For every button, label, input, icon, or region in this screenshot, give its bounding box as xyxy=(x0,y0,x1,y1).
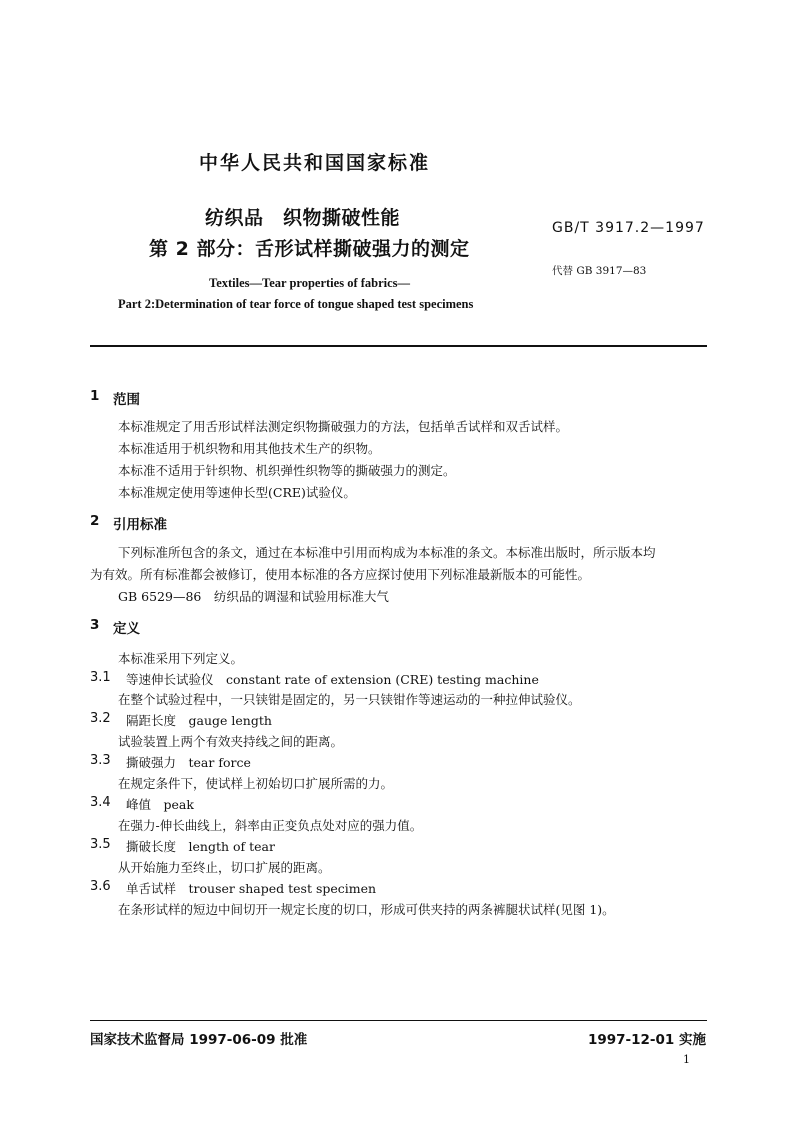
implementation-date: 1997-12-01 实施 xyxy=(587,1032,706,1048)
def-3-2-number: 3.2 xyxy=(90,711,111,726)
s2-para-line1: 下列标准所包含的条文，通过在本标准中引用而构成为本标准的条文。本标准出版时，所示版本均 xyxy=(118,545,656,560)
def-3-4-number: 3.4 xyxy=(90,795,111,810)
page-number: 1 xyxy=(683,1053,690,1066)
def-3-1-number: 3.1 xyxy=(90,670,111,685)
def-3-6-term: 单舌试样 trouser shaped test specimen xyxy=(126,881,377,896)
def-3-4-term: 峰值 peak xyxy=(126,797,194,812)
def-3-2-desc: 试验装置上两个有效夹持线之间的距离。 xyxy=(118,734,344,749)
s2-reference: GB 6529—86 纺织品的调湿和试验用标准大气 xyxy=(118,589,389,604)
english-title-line2: Part 2:Determination of tear force of tongue shaped test specimens xyxy=(118,297,474,311)
def-3-1-desc: 在整个试验过程中，一只铗钳是固定的，另一只铗钳作等速运动的一种拉伸试验仪。 xyxy=(118,692,581,707)
s1-para-2: 本标准适用于机织物和用其他技术生产的织物。 xyxy=(118,441,381,456)
s1-para-3: 本标准不适用于针织物、机织弹性织物等的撕破强力的测定。 xyxy=(118,463,456,478)
def-3-2-term: 隔距长度 gauge length xyxy=(126,713,272,728)
section-1-title: 范围 xyxy=(113,392,140,408)
def-3-5-number: 3.5 xyxy=(90,837,111,852)
def-3-3-number: 3.3 xyxy=(90,753,111,768)
section-3-title: 定义 xyxy=(113,621,140,637)
approval-date: 国家技术监督局 1997-06-09 批准 xyxy=(90,1032,308,1048)
s1-para-4: 本标准规定使用等速伸长型(CRE)试验仪。 xyxy=(118,485,356,500)
replaces-note: 代替 GB 3917—83 xyxy=(552,265,647,277)
section-2-title: 引用标准 xyxy=(113,517,167,533)
def-3-3-term: 撕破强力 tear force xyxy=(126,755,251,770)
def-3-6-number: 3.6 xyxy=(90,879,111,894)
document-title-line1: 纺织品 织物撕破性能 xyxy=(205,207,401,229)
country-standard-heading: 中华人民共和国国家标准 xyxy=(199,152,431,174)
def-3-5-desc: 从开始施力至终止，切口扩展的距离。 xyxy=(118,860,331,875)
section-2-number: 2 xyxy=(90,513,100,529)
s1-para-1: 本标准规定了用舌形试样法测定织物撕破强力的方法，包括单舌试样和双舌试样。 xyxy=(118,419,569,434)
s3-intro: 本标准采用下列定义。 xyxy=(118,651,244,666)
def-3-4-desc: 在强力-伸长曲线上，斜率由正变负点处对应的强力值。 xyxy=(118,818,423,833)
english-title-line1: Textiles—Tear properties of fabrics— xyxy=(209,276,411,290)
header-rule xyxy=(90,345,707,347)
footer-rule xyxy=(90,1020,707,1021)
section-3-number: 3 xyxy=(90,617,100,633)
def-3-1-term: 等速伸长试验仪 constant rate of extension (CRE) testing machine xyxy=(126,672,539,687)
standard-number: GB/T 3917.2—1997 xyxy=(552,220,705,236)
document-title-line2: 第 2 部分：舌形试样撕破强力的测定 xyxy=(149,238,470,260)
def-3-5-term: 撕破长度 length of tear xyxy=(126,839,275,854)
section-1-number: 1 xyxy=(90,388,100,404)
def-3-3-desc: 在规定条件下，使试样上初始切口扩展所需的力。 xyxy=(118,776,394,791)
def-3-6-desc: 在条形试样的短边中间切开一规定长度的切口，形成可供夹持的两条裤腿状试样(见图 1)。 xyxy=(118,902,615,917)
s2-para-line2: 为有效。所有标准都会被修订，使用本标准的各方应探讨使用下列标准最新版本的可能性。 xyxy=(90,567,591,582)
